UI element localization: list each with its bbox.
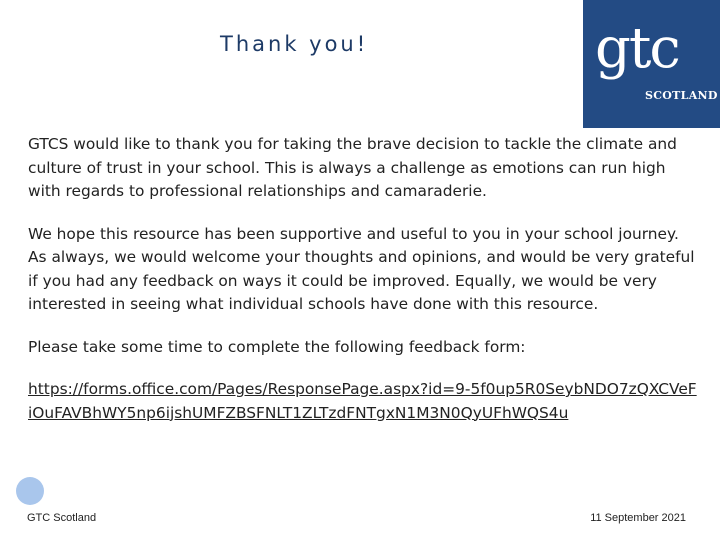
paragraph-hope: We hope this resource has been supportive and useful to you in your school journey. As always, we would welcome your thoughts and opinions, and would be very grateful if you had any feedback on ways it could be improved. Equally, we would be very interested in seeing what individual schools have done with this resource.	[28, 224, 695, 313]
slide-body	[28, 133, 698, 425]
logo-subtitle: SCOTLAND	[645, 89, 718, 102]
paragraph-feedback-request: Please take some time to complete the following feedback form:	[28, 337, 526, 356]
feedback-form-link[interactable]: https://forms.office.com/Pages/ResponsePage.aspx?id=9-5f0up5R0SeybNDO7zQXCVeFiOuFAVBhWY5np6ijshUMFZBSFNLT1ZLTzdFNTgxN1M3N0QyUFhWQS4u	[28, 380, 697, 422]
footer-organisation: GTC Scotland	[27, 512, 97, 524]
page-title: Thank you!	[220, 32, 369, 56]
decorative-circle	[16, 477, 44, 505]
gtc-scotland-logo	[583, 0, 720, 128]
footer-date: 11 September 2021	[590, 512, 686, 524]
logo-wordmark: gtc	[595, 16, 679, 81]
paragraph-thanks: GTCS would like to thank you for taking the brave decision to tackle the climate and culture of trust in your school. This is always a challenge as emotions can run high with regards to professional relationships and camaraderie.	[28, 135, 677, 200]
